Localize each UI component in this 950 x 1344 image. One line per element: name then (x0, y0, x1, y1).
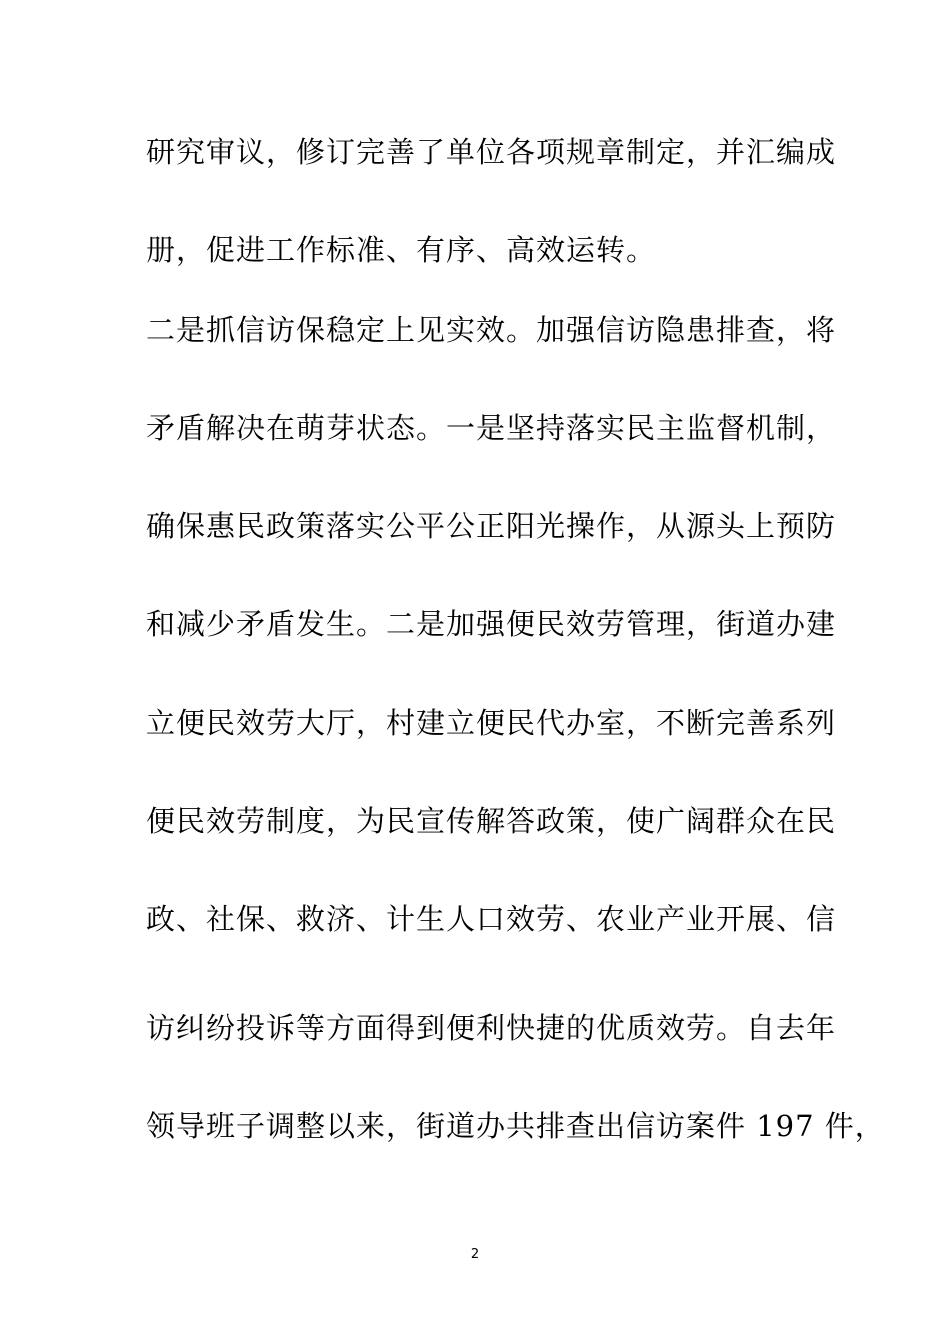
text-line-6: 和减少矛盾发生。二是加强便民效劳管理，街道办建 (146, 607, 837, 641)
text-line-10: 访纠纷投诉等方面得到便利快捷的优质效劳。自去年 (146, 1011, 837, 1045)
page-number: 2 (470, 1247, 480, 1262)
text-line-2: 册，促进工作标准、有序、高效运转。 (146, 233, 657, 267)
text-line-9: 政、社保、救济、计生人口效劳、农业产业开展、信 (146, 902, 837, 936)
text-line-3: 二是抓信访保稳定上见实效。加强信访隐患排查，将 (146, 313, 837, 347)
text-line-1: 研究审议，修订完善了单位各项规章制定，并汇编成 (146, 135, 837, 169)
text-line-5: 确保惠民政策落实公平公正阳光操作，从源头上预防 (146, 509, 837, 543)
text-line-7: 立便民效劳大厅，村建立便民代办室，不断完善系列 (146, 706, 837, 740)
text-line-11: 领导班子调整以来，街道办共排查出信访案件 197 件， (146, 1109, 885, 1143)
text-line-4: 矛盾解决在萌芽状态。一是坚持落实民主监督机制， (146, 411, 837, 445)
text-line-8: 便民效劳制度，为民宣传解答政策，使广阔群众在民 (146, 804, 837, 838)
